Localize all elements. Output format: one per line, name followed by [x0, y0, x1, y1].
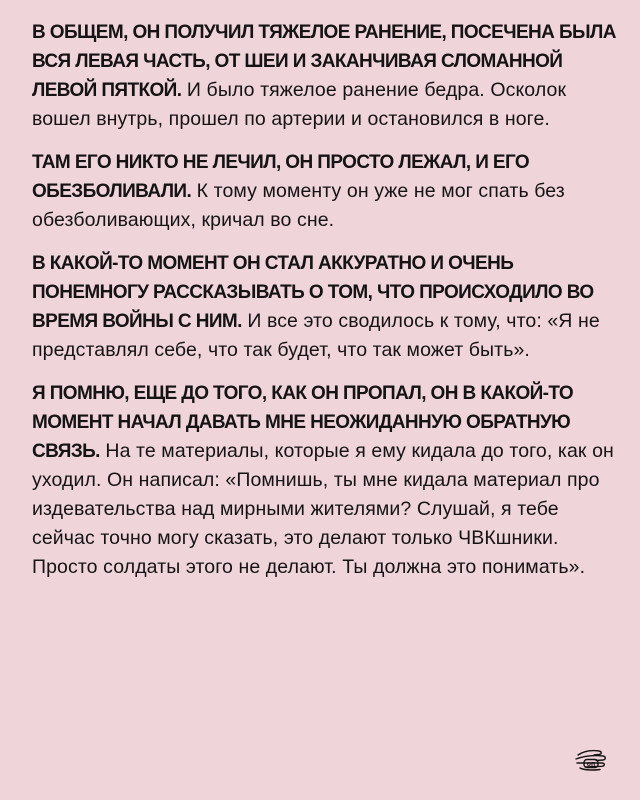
logo-text: оп — [586, 761, 596, 769]
article-text — [32, 18, 616, 596]
paragraph-1 — [32, 18, 616, 134]
paragraph-2 — [32, 148, 616, 235]
paragraph-1-lead: В ОБЩЕМ, ОН ПОЛУЧИЛ ТЯЖЕЛОЕ РАНЕНИЕ, ПОСЕЧЕНА БЫЛА ВСЯ ЛЕВАЯ ЧАСТЬ, ОТ ШЕИ И ЗАКАНЧИВАЯ СЛОМАННОЙ ЛЕВОЙ ПЯТКОЙ. — [32, 22, 616, 101]
paragraph-4 — [32, 379, 616, 582]
paragraph-2-body: К тому моменту он уже не мог спать без обезболивающих, кричал во сне. — [32, 180, 565, 231]
hand-logo-graphic — [572, 745, 612, 775]
paragraph-3 — [32, 249, 616, 365]
paragraph-2-lead: ТАМ ЕГО НИКТО НЕ ЛЕЧИЛ, ОН ПРОСТО ЛЕЖАЛ, И ЕГО ОБЕЗБОЛИВАЛИ. — [32, 152, 530, 202]
paragraph-4-body: На те материалы, которые я ему кидала до того, как он уходил. Он написал: «Помнишь, ты мне кидала материал про издевательства над мирными жителями? Слушай, я тебе сейчас точно могу сказать, это делают только ЧВКшники. Просто солдаты этого не делают. Ты должна это понимать». — [32, 440, 614, 578]
hand-logo-icon — [572, 745, 612, 775]
paragraph-3-body: И все это сводилось к тому, что: «Я не представлял себе, что так будет, что так может быть». — [32, 310, 600, 361]
paragraph-4-lead: Я ПОМНЮ, ЕЩЕ ДО ТОГО, КАК ОН ПРОПАЛ, ОН В КАКОЙ-ТО МОМЕНТ НАЧАЛ ДАВАТЬ МНЕ НЕОЖИДАННУЮ ОБРАТНУЮ СВЯЗЬ. — [32, 383, 574, 462]
paragraph-3-lead: В КАКОЙ-ТО МОМЕНТ ОН СТАЛ АККУРАТНО И ОЧЕНЬ ПОНЕМНОГУ РАССКАЗЫВАТЬ О ТОМ, ЧТО ПРОИСХОДИЛО ВО ВРЕМЯ ВОЙНЫ С НИМ. — [32, 253, 594, 332]
paragraph-1-body: И было тяжелое ранение бедра. Осколок вошел внутрь, прошел по артерии и остановился в ноге. — [32, 79, 567, 130]
